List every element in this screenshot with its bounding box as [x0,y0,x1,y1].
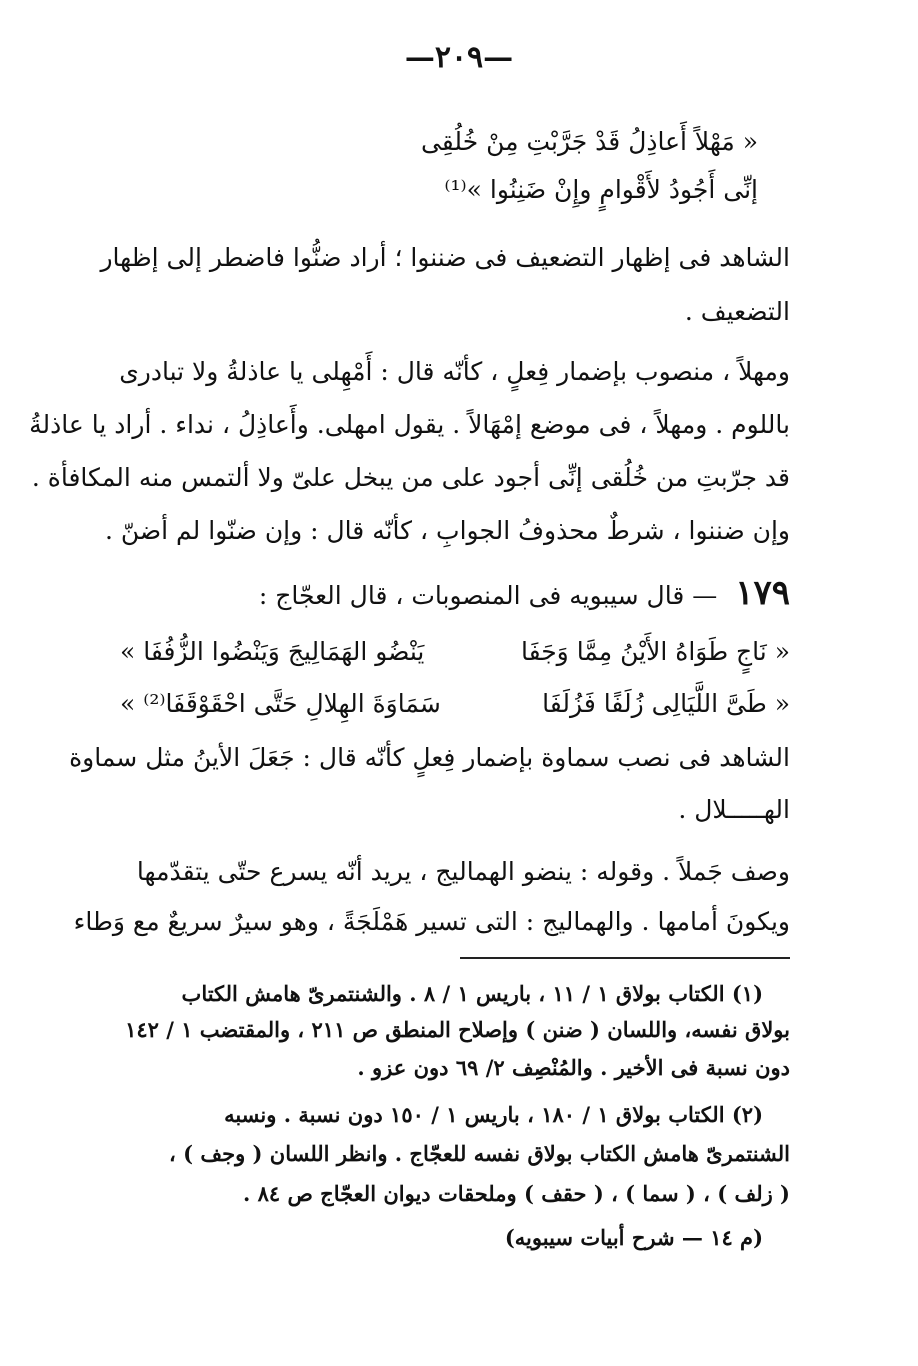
paragraph-4-line-2: ويكونَ أمامها . والهماليج : التى تسير هَمْلَجَةً ، وهو سيرٌ سريعٌ مع وَطاء [73,907,790,936]
verse-2-row-1 [120,632,790,672]
verse-2-row-1-first-hemistich: « نَاجٍ طَوَاهُ الأَيْنُ مِمَّا وَجَفَا [520,637,790,666]
verse-2-row-2 [120,684,790,724]
paragraph-2-line-4: وإن ضننوا ، شرطٌ محذوفُ الجوابِ ، كأنّه قال : وإن ضنّوا لم أضنّ . [105,516,790,545]
verse-1-line-1: « مَهْلاً أَعاذِلُ قَدْ جَرَّبْتِ مِنْ خُلُقِى [420,127,758,156]
verse-2-row-2-first-hemistich: « طَىَّ اللَّيَالِى زُلَفًا فَزُلَفَا [542,689,790,718]
paragraph-1-line-1: الشاهد فى إظهار التضعيف فى ضننوا ؛ أراد ضنُّوا فاضطر إلى إظهار [100,243,790,272]
paragraph-2-line-3: قد جرّبتِ من خُلُقى إنِّى أجود على من يبخل علىّ ولا ألتمس منه المكافأة . [31,463,790,492]
footnote-2-line-2: الشنتمرىّ هامش الكتاب بولاق نفسه للعجّاج . وانظر اللسان ( وجف ) ، [169,1141,790,1166]
paragraph-2-line-1: ومهلاً ، منصوب بإضمار فِعلٍ ، كأنّه قال : أَمْهِلى يا عاذلةُ ولا تبادرى [119,357,790,386]
signature-line: (م ١٤ — شرح أبيات سيبويه) [504,1225,763,1250]
verse-1-line-2: إنِّى أَجُودُ لأَقْوامٍ وإِنْ ضَنِنُوا »⁽¹⁾ [444,175,758,204]
paragraph-2-line-2: باللوم . ومهلاً ، فى موضع إمْهَالاً . يقول امهلى. وأَعاذِلُ ، نداء . أراد يا عاذلةُ [29,410,790,439]
verse-2-row-1-second-hemistich: يَنْضُو الهَمَالِيجَ وَيَنْضُوا الزُّفُفَا » [120,637,425,666]
paragraph-3-line-2: الهـــــلال . [678,795,790,824]
paragraph-4-line-1: وصف جَملاً . وقوله : ينضو الهماليج ، يريد أنّه يسرع حتّى يتقدّمها [136,857,790,886]
paragraph-1-line-2: التضعيف . [684,297,790,326]
section-179-heading [259,573,790,616]
footnote-divider [460,957,790,959]
footnote-2-line-1: (٢) الكتاب بولاق ١ / ١٨٠ ، باريس ١ / ١٥٠ دون نسبة . ونسبه [224,1102,763,1127]
section-179-number: ١٧٩ [735,573,790,613]
paragraph-3-line-1: الشاهد فى نصب سماوة بإضمار فِعلٍ كأنّه قال : جَعَلَ الأينُ مثل سماوة [69,743,790,772]
footnote-1-line-2: بولاق نفسه، واللسان ( ضنن ) وإصلاح المنطق ص ٢١١ ، والمقتضب ١ / ١٤٢ [125,1017,790,1042]
section-179-heading-text: — قال سيبويه فى المنصوبات ، قال العجّاج : [258,581,718,610]
footnote-1-line-1: (١) الكتاب بولاق ١ / ١١ ، باريس ١ / ٨ . والشنتمرىّ هامش الكتاب [181,981,763,1006]
footnote-2-line-3: ( زلف ) ، ( سما ) ، ( حقف ) وملحقات ديوان العجّاج ص ٨٤ . [242,1181,790,1206]
verse-2-row-2-second-hemistich: سَمَاوَةَ الهِلالِ حَتَّى احْقَوْقَفَا⁽²⁾ » [120,689,441,718]
footnote-1-line-3: دون نسبة فى الأخير . والمُنْصِف ٢/ ٦٩ دون عزو . [357,1055,790,1080]
page-number: —٢٠٩— [404,40,514,75]
